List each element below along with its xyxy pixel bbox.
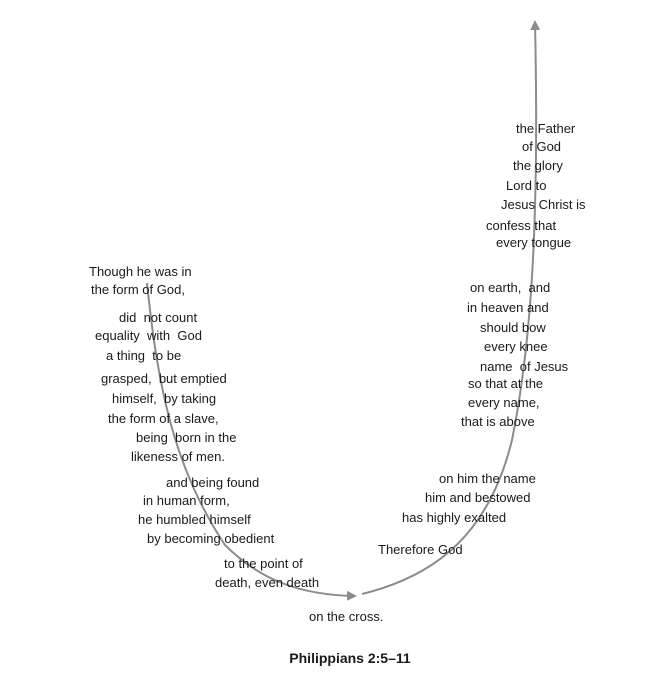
caption: Philippians 2:5–11 (289, 650, 411, 666)
ascent-line: name of Jesus (480, 359, 569, 374)
ascent-line: every name, (468, 395, 540, 410)
descent-line: the form of a slave, (108, 411, 219, 426)
ascent-line: that is above (461, 414, 535, 429)
ascent-line: has highly exalted (402, 510, 507, 525)
ascent-line: confess that (486, 218, 557, 233)
ascent-line: of God (522, 139, 562, 154)
ascent-line: every knee (484, 339, 548, 354)
ascent-line: every tongue (496, 235, 572, 250)
descent-line: did not count (119, 310, 198, 325)
ascent-line: the glory (513, 158, 563, 173)
ascent-line: Jesus Christ is (501, 197, 586, 212)
bottom-line: on the cross. (309, 609, 384, 624)
descent-line: to the point of (224, 556, 303, 571)
descent-line: being born in the (136, 430, 237, 445)
ascent-line: Lord to (506, 178, 547, 193)
descent-line: in human form, (143, 493, 230, 508)
ascent-line: him and bestowed (425, 490, 531, 505)
ascent-line: should bow (480, 320, 546, 335)
descent-line: death, even death (215, 575, 320, 590)
descent-line: and being found (166, 475, 260, 490)
descent-line: Though he was in (89, 264, 192, 279)
descent-line: himself, by taking (112, 391, 217, 406)
descent-line: the form of God, (91, 282, 185, 297)
ascent-line: on earth, and (470, 280, 551, 295)
ascent-line: in heaven and (467, 300, 549, 315)
descent-line: by becoming obedient (147, 531, 275, 546)
descent-line: he humbled himself (138, 512, 251, 527)
ascent-line: Therefore God (378, 542, 463, 557)
ascent-line: the Father (516, 121, 576, 136)
descent-line: equality with God (95, 328, 202, 343)
ascent-line: so that at the (468, 376, 544, 391)
descent-line: a thing to be (106, 348, 182, 363)
descent-line: grasped, but emptied (101, 371, 227, 386)
ascent-line: on him the name (439, 471, 536, 486)
descent-line: likeness of men. (131, 449, 225, 464)
